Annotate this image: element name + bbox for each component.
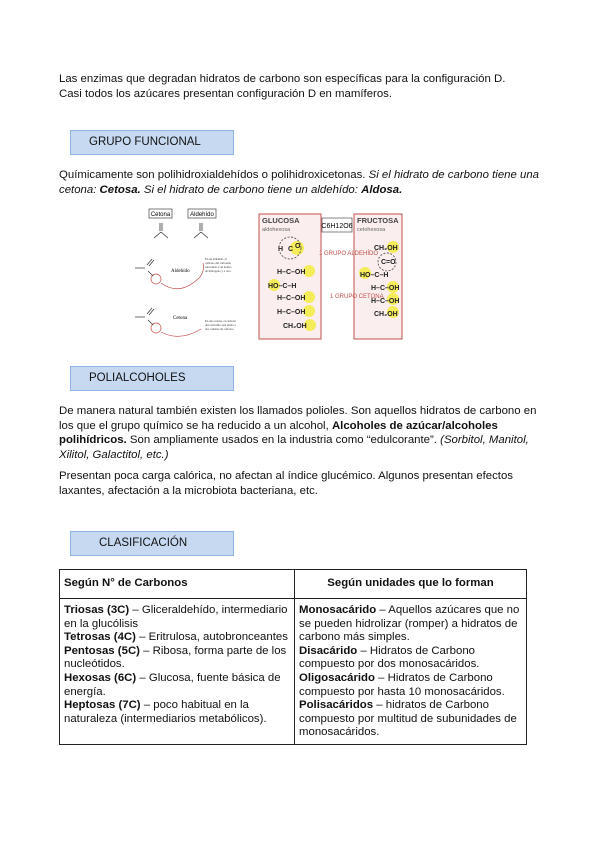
svg-text:C=O: C=O	[381, 259, 396, 266]
aldehyde-structure	[194, 223, 208, 238]
polyalcohols-paragraph	[59, 404, 541, 462]
table-header-units: Según unidades que lo forman	[295, 570, 527, 599]
intro-line-1: Las enzimas que degradan hidratos de carbono son específicas para la configuración D.	[59, 73, 506, 85]
aldehyde-label: Aldehído	[190, 212, 214, 218]
svg-text:H–C–OH: H–C–OH	[371, 298, 400, 305]
carbons-desc: – Gliceraldehído, intermediario en la glucólisis	[64, 604, 288, 630]
carbons-term: Pentosas (5C)	[64, 644, 140, 657]
svg-text:O: O	[295, 243, 301, 250]
aldehyde-name: Aldehído	[171, 269, 190, 274]
ketone-label: Cetona	[150, 212, 171, 218]
units-term: Oligosacárido	[299, 671, 375, 684]
intro-paragraph	[59, 72, 539, 101]
units-entry	[299, 645, 522, 672]
carbons-desc: – poco habitual en la naturaleza (intermediarios metabólicos).	[64, 699, 267, 725]
units-entry	[299, 699, 522, 740]
carbons-term: Heptosas (7C)	[64, 699, 141, 712]
polyalcohols-effects-paragraph: Presentan poca carga calórica, no afectan al índice glucémico. Algunos presentan efectos laxantes, afectación a la microbiota bacteriana, etc.	[59, 470, 514, 497]
ketone-name: Cetona	[173, 316, 188, 321]
fructose-subtitle: cetohexosa	[357, 227, 386, 233]
carbons-desc: – Eritrulosa, autobronceantes	[135, 631, 288, 644]
units-desc: – hidratos de Carbono compuesto por multitud de subunidades de monosacáridos.	[299, 699, 517, 739]
svg-text:C: C	[288, 246, 294, 253]
units-term: Disacárido	[299, 644, 358, 657]
svg-text:CH₂OH: CH₂OH	[374, 245, 398, 252]
carbons-entry	[64, 645, 290, 672]
ketone-molecule	[135, 308, 201, 336]
glucose-subtitle: aldohexosa	[262, 227, 291, 233]
carbons-desc: – Glucosa, fuente básica de energía.	[64, 671, 281, 698]
section-header-classification: CLASIFICACIÓN	[70, 531, 234, 556]
functional-ketone-text: Si el hidrato de carbono tiene una cetona:	[59, 169, 539, 196]
carbonyl-groups-figure	[125, 205, 250, 345]
intro-line-2: Casi todos los azúcares presentan configuración D en mamíferos.	[59, 87, 393, 100]
glucose-title: GLUCOSA	[262, 216, 300, 225]
ketone-group-label: 1 GRUPO CETONA	[330, 294, 384, 300]
units-cell	[295, 599, 527, 745]
functional-text: Químicamente son polihidroxialdehídos o polihidroxicetonas.	[59, 169, 366, 181]
units-desc: – Hidratos de Carbono compuesto por hasta 10 monosacáridos.	[299, 671, 505, 698]
carbons-entry	[64, 631, 290, 645]
functional-aldehyde-term: Aldosa.	[361, 183, 403, 196]
ketone-note: En una cetona, el carbono del carbonilo está unido a dos cadenas de carbono.	[205, 319, 237, 331]
section-header-functional-group: GRUPO FUNCIONAL	[70, 130, 234, 155]
carbons-entry	[64, 699, 290, 726]
svg-text:CH₂OH: CH₂OH	[374, 311, 398, 318]
ketone-structure	[154, 223, 168, 238]
carbons-entry	[64, 604, 290, 631]
svg-text:H–C–OH: H–C–OH	[277, 269, 306, 276]
svg-text:H–C–OH: H–C–OH	[371, 285, 400, 292]
units-entry	[299, 604, 522, 645]
svg-text:HO–C–H: HO–C–H	[360, 272, 389, 279]
formula: C6H12O6	[321, 223, 353, 230]
classification-table	[59, 569, 527, 745]
units-desc: – Hidratos de Carbono compuesto por dos monosacáridos.	[299, 644, 480, 671]
functional-group-paragraph	[59, 168, 539, 197]
polyalcohols-text-1: De manera natural también existen los llamados polioles. Son aquellos hidratos de carbono en los que el grupo químico se ha reducido a un alcohol,	[59, 405, 537, 432]
units-entry	[299, 672, 522, 699]
aldehyde-group-label: 1 GRUPO ALDEHÍDO	[319, 251, 379, 257]
functional-aldehyde-text: Si el hidrato de carbono tiene un aldehído:	[143, 183, 358, 196]
carbons-desc: – Ribosa, forma parte de los nucleótidos.	[64, 644, 287, 671]
carbons-term: Triosas (3C)	[64, 604, 130, 616]
svg-text:H–C–OH: H–C–OH	[277, 295, 306, 302]
polyalcohols-text-2: Son ampliamente usados en la industria como “edulcorante”.	[129, 434, 437, 446]
svg-text:H–C–OH: H–C–OH	[277, 309, 306, 316]
table-header-carbons: Según N° de Carbonos	[60, 570, 295, 599]
glucose-fructose-figure	[258, 211, 404, 341]
fructose-title: FRUCTOSA	[357, 216, 399, 225]
units-desc: – Aquellos azúcares que no se pueden hidrolizar (romper) a hidratos de carbono más simples.	[299, 604, 520, 644]
functional-ketone-term: Cetosa.	[99, 183, 141, 196]
carbons-term: Tetrosas (4C)	[64, 631, 136, 644]
polyalcohols-examples: (Sorbitol, Manitol, Xilitol, Galactitol, etc.)	[59, 434, 529, 461]
table-row	[60, 599, 527, 745]
carbons-term: Hexosas (6C)	[64, 671, 137, 684]
aldehyde-note: En un aldehído, el carbono del carbonilo está unido a un átomo de hidrógeno y a otro.	[205, 257, 232, 273]
table-header-row	[60, 570, 527, 599]
carbons-cell	[60, 599, 295, 745]
carbons-entry	[64, 672, 290, 699]
section-header-polyalcohols: POLIALCOHOLES	[70, 366, 234, 391]
svg-text:CH₂OH: CH₂OH	[283, 323, 307, 330]
units-term: Monosacárido	[299, 604, 377, 616]
polyalcohols-term: Alcoholes de azúcar/alcoholes polihídricos.	[59, 419, 498, 446]
svg-text:HO–C–H: HO–C–H	[268, 283, 297, 290]
svg-text:H: H	[278, 246, 284, 253]
aldehyde-molecule	[135, 259, 204, 289]
units-term: Polisacáridos	[299, 699, 374, 712]
